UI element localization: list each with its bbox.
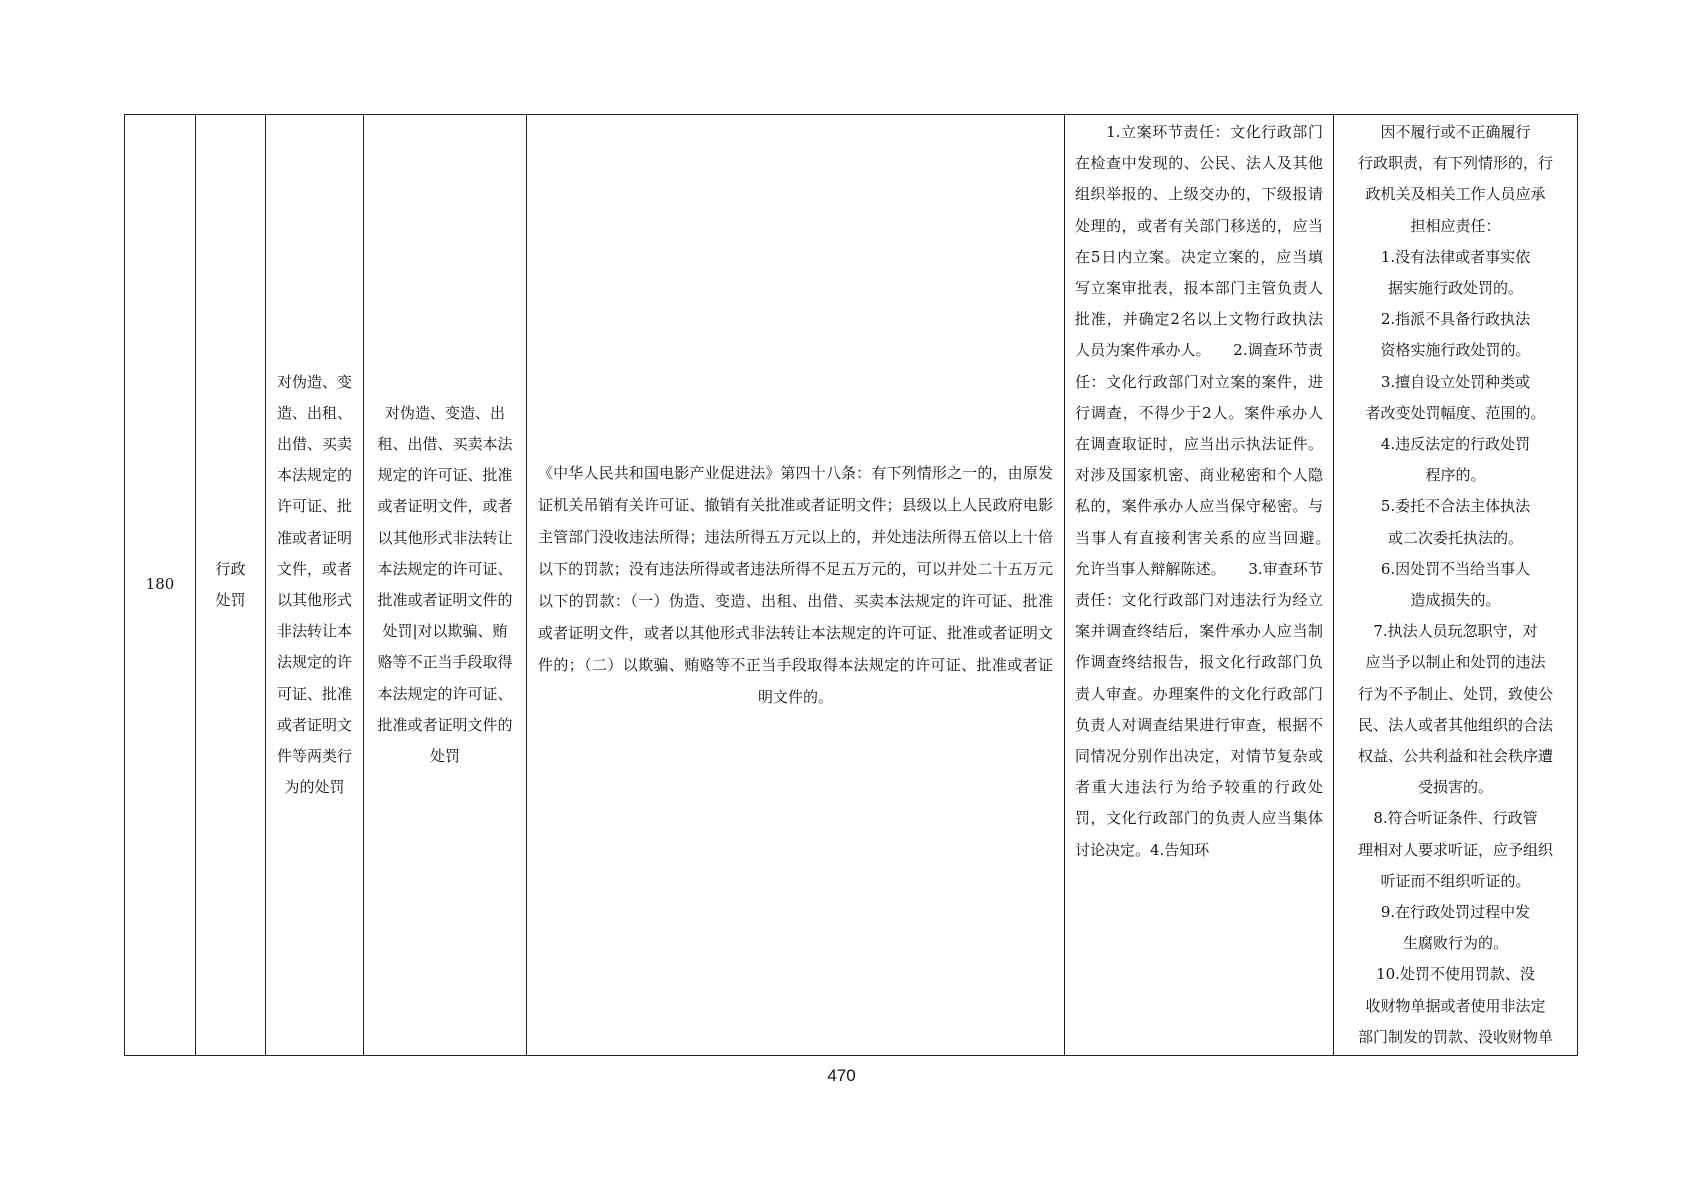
liability-line: 民、法人或者其他组织的合法 (1357, 715, 1553, 734)
responsibility-cell (1065, 115, 1354, 1056)
liability-line: 权益、公共利益和社会秩序遭 (1357, 747, 1553, 766)
liability-line: 8.符合听证条件、行政管 (1373, 809, 1538, 828)
legal-basis-cell (527, 115, 1065, 1056)
penalty-table (124, 114, 1578, 1056)
liability-line: 生腐败行为的。 (1402, 934, 1508, 953)
liability-line: 者改变处罚幅度、范围的。 (1365, 403, 1546, 422)
liability-line: 1.没有法律或者事实依 (1380, 247, 1531, 266)
liability-cell (1334, 115, 1578, 1056)
liability-line: 部门制发的罚款、没收财物单 (1357, 1027, 1553, 1046)
item-name-text: 对伪造、变造、出租、出借、买卖本法规定的许可证、批准或者证明文件，或者以其他形式非法转让本法规定的许可证、批准或者证明文件等两类行为的处罚 (276, 372, 352, 797)
liability-line: 理相对人要求听证，应予组织 (1357, 840, 1553, 859)
liability-line: 行为不予制止、处罚，致使公 (1357, 684, 1553, 703)
liability-line: 受损害的。 (1417, 778, 1493, 797)
page-number: 470 (827, 1066, 856, 1085)
liability-line: 政机关及相关工作人员应承 (1365, 185, 1546, 204)
sub-item-text: 对伪造、变造、出租、出借、买卖本法规定的许可证、批准或者证明文件，或者以其他形式非法转让本法规定的许可证、批准或者证明文件的处罚|对以欺骗、贿赂等不正当手段取得本法规定的许可证、批准或者证明文件的处罚 (377, 403, 513, 766)
row-number-cell (125, 115, 196, 1056)
liability-line: 资格实施行政处罚的。 (1380, 341, 1531, 360)
liability-line: 程序的。 (1425, 466, 1486, 485)
liability-line: 5.委托不合法主体执法 (1380, 497, 1531, 516)
liability-line: 收财物单据或者使用非法定 (1365, 996, 1546, 1015)
row-number: 180 (145, 575, 175, 594)
liability-line: 或二次委托执法的。 (1387, 528, 1523, 547)
liability-line: 7.执法人员玩忽职守，对 (1373, 622, 1538, 641)
liability-line: 担相应责任： (1410, 216, 1501, 235)
liability-line: 4.违反法定的行政处罚 (1380, 435, 1531, 454)
category-text: 行政处罚 (215, 559, 246, 609)
liability-line: 9.在行政处罚过程中发 (1380, 903, 1531, 922)
liability-line: 10.处罚不使用罚款、没 (1376, 965, 1535, 984)
liability-line: 据实施行政处罚的。 (1387, 279, 1523, 298)
liability-line: 听证而不组织听证的。 (1380, 871, 1531, 890)
liability-line: 6.因处罚不当给当事人 (1380, 559, 1531, 578)
sub-item-cell (364, 115, 527, 1056)
table-row (125, 115, 1578, 1056)
liability-text (1342, 117, 1569, 1053)
liability-line: 3.擅自设立处罚种类或 (1380, 372, 1531, 391)
liability-line: 行政职责，有下列情形的，行 (1357, 154, 1553, 173)
liability-line: 因不履行或不正确履行 (1380, 123, 1531, 141)
liability-line: 应当予以制止和处罚的违法 (1365, 653, 1546, 672)
liability-line: 造成损失的。 (1410, 591, 1501, 610)
legal-basis-text: 《中华人民共和国电影产业促进法》第四十八条：有下列情形之一的，由原发证机关吊销有关许可证、撤销有关批准或者证明文件；县级以上人民政府电影主管部门没收违法所得；违法所得五万元以上的，并处违法所得五倍以上十倍以下的罚款；没有违法所得或者违法所得不足五万元的，可以并处二十五万元以下的罚款：（一）伪造、变造、出租、出借、买卖本法规定的许可证、批准或者证明文件，或者以其他形式非法转让本法规定的许可证、批准或者证明文件的；（二）以欺骗、贿赂等不正当手段取得本法规定的许可证、批准或者证明文件的。 (538, 464, 1053, 706)
responsibility-text: 1.立案环节责任：文化行政部门在检查中发现的、公民、法人及其他组织举报的、上级交办的，下级报请处理的，或者有关部门移送的，应当在5日内立案。决定立案的，应当填写立案审批表，报本部门主管负责人批准，并确定2名以上文物行政执法人员为案件承办人。 2.调查环节责任：文化行政部门对立案的案件，进行调查，不得少于2人。案件承办人在调查取证时，应当出示执法证件。对涉及国家机密、商业秘密和个人隐私的，案件承办人应当保守秘密。与当事人有直接利害关系的应当回避。 允许当事人辩解陈述。 3.审查环节责任：文化行政部门对违法行为经立案并调查终结后，案件承办人应当制作调查终结报告，报文化行政部门负责人审查。办理案件的文化行政部门负责人对调查结果进行审查，根据不同情况分别作出决定，对情节复杂或者重大违法行为给予较重的行政处罚，文化行政部门的负责人应当集体讨论决定。4.告知环 (1075, 123, 1354, 859)
item-name-cell (266, 115, 364, 1056)
liability-line: 2.指派不具备行政执法 (1380, 310, 1531, 329)
category-cell (196, 115, 266, 1056)
